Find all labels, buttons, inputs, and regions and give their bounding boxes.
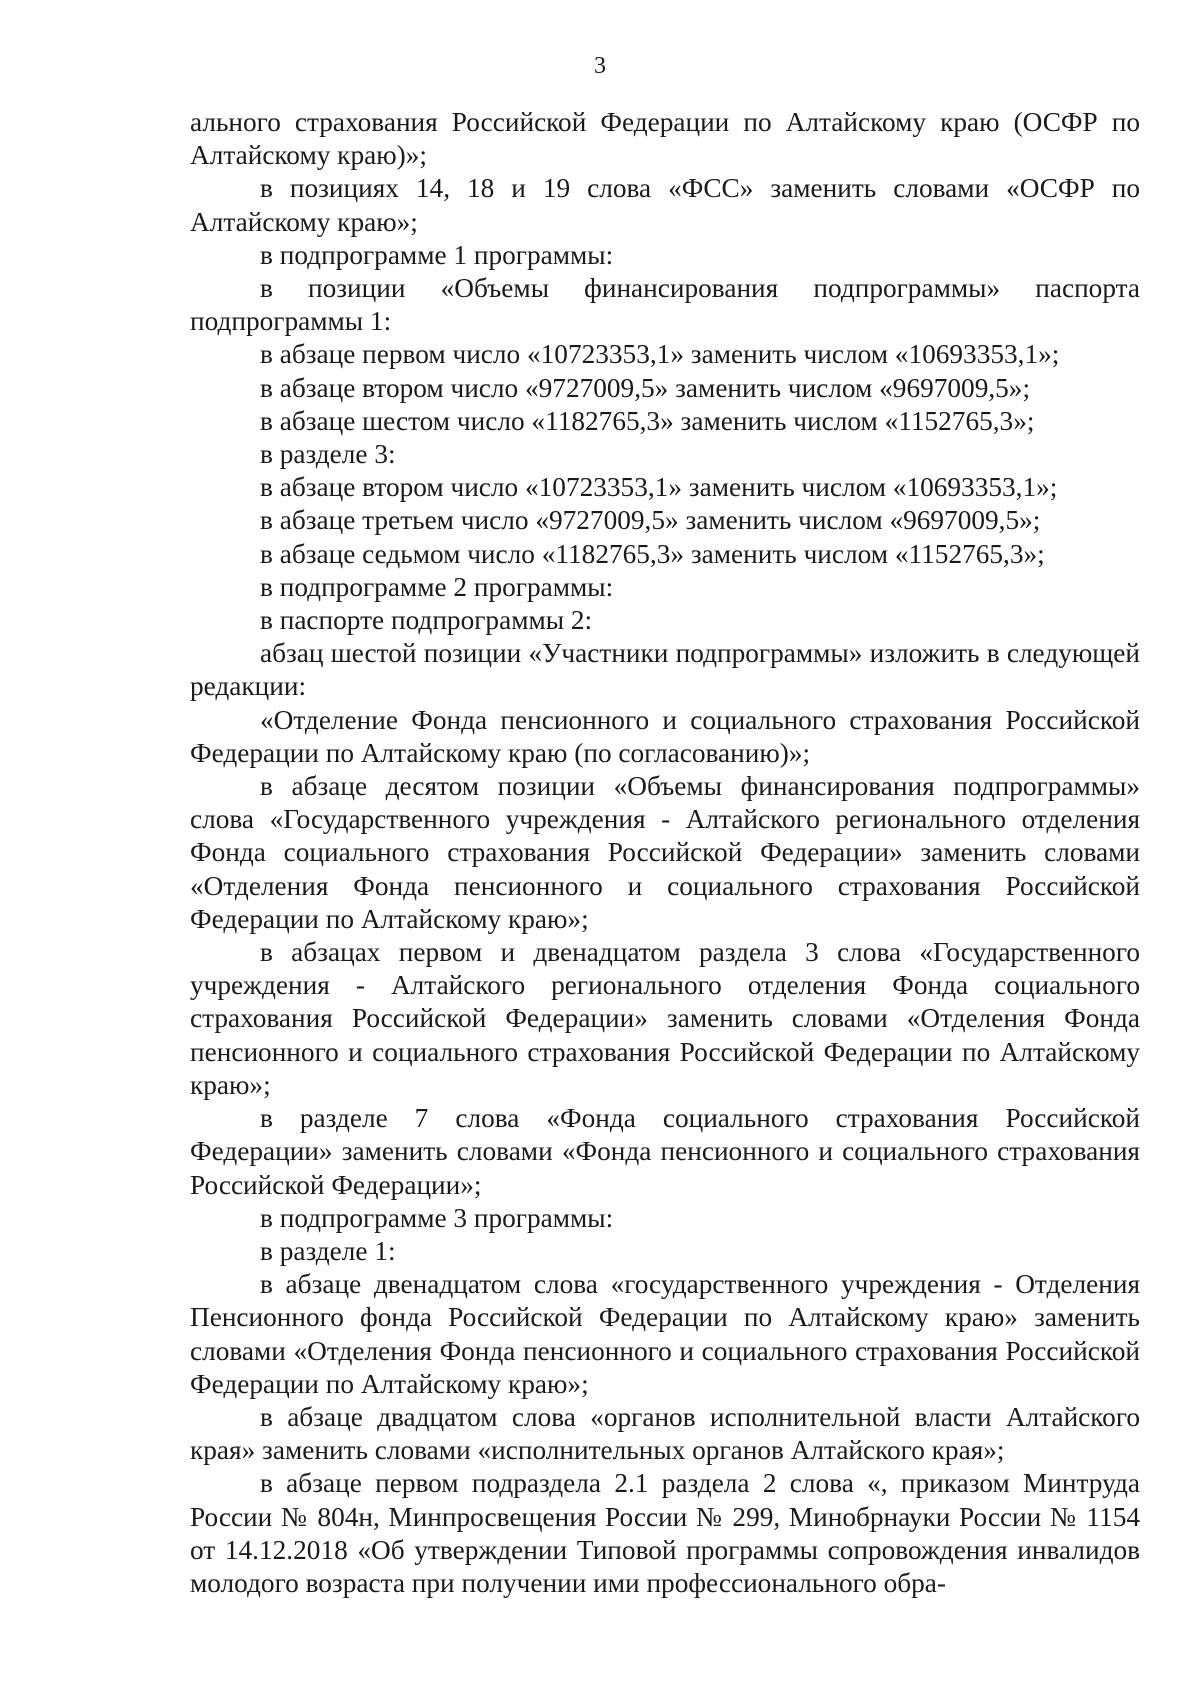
page-number: 3 [594, 53, 606, 79]
paragraph: в позициях 14, 18 и 19 слова «ФСС» заменить словами «ОСФР по Алтайскому краю»; [190, 173, 1140, 237]
paragraph: в абзаце двадцатом слова «органов исполнительной власти Алтайского края» заменить словами «исполнительных органов Алтайского края»; [190, 1401, 1140, 1466]
paragraph: абзац шестой позиции «Участники подпрограммы» изложить в следующей редакции: [190, 638, 1140, 702]
paragraph: в абзаце шестом число «1182765,3» заменить числом «1152765,3»; [260, 405, 1035, 436]
paragraph: в паспорте подпрограммы 2: [260, 605, 593, 636]
paragraph: в абзаце седьмом число «1182765,3» заменить числом «1152765,3»; [260, 538, 1045, 569]
paragraph: ального страхования Российской Федерации по Алтайскому краю (ОСФР по Алтайскому краю)»; [190, 107, 1140, 171]
paragraph: в подпрограмме 1 программы: [260, 239, 614, 270]
paragraph: в разделе 1: [260, 1235, 396, 1266]
paragraph: в подпрограмме 2 программы: [260, 571, 614, 602]
paragraph: в абзаце десятом позиции «Объемы финансирования подпрограммы» слова «Государственного учреждения - Алтайского регионального отделения Фонда социального страхования Российской Федерации» заменить словами «Отделения Фонда пенсионного и социального страхования Российской Федерации по Алтайскому краю»; [190, 771, 1140, 934]
paragraph: «Отделение Фонда пенсионного и социального страхования Российской Федерации по Алтайскому краю (по согласованию)»; [190, 704, 1140, 768]
paragraph: в подпрограмме 3 программы: [260, 1202, 614, 1233]
paragraph: в абзаце втором число «9727009,5» заменить числом «9697009,5»; [260, 372, 1031, 403]
paragraph: в разделе 3: [260, 439, 396, 470]
paragraph: в абзацах первом и двенадцатом раздела 3 слова «Государственного учреждения - Алтайского регионального отделения Фонда социального страхования Российской Федерации» заменить словами «Отделения Фонда пенсионного и социального страхования Российской Федерации по Алтайскому краю»; [190, 937, 1140, 1100]
paragraph: в абзаце втором число «10723353,1» заменить числом «10693353,1»; [260, 472, 1058, 503]
paragraph: в абзаце двенадцатом слова «государственного учреждения - Отделения Пенсионного фонда Российской Федерации по Алтайскому краю» заменить словами «Отделения Фонда пенсионного и социального страхования Российской Федерации по Алтайскому краю»; [190, 1269, 1140, 1399]
paragraph: в позиции «Объемы финансирования подпрограммы» паспорта подпрограммы 1: [190, 273, 1140, 337]
paragraph: в абзаце первом подраздела 2.1 раздела 2 слова «, приказом Минтруда России № 804н, Минпросвещения России № 299, Минобрнауки России № 1154 от 14.12.2018 «Об утверждении Типовой программы сопровождения инвалидов молодого возраста при получении ими профессионального обра- [190, 1468, 1140, 1598]
paragraph: в абзаце третьем число «9727009,5» заменить числом «9697009,5»; [260, 505, 1041, 536]
paragraph: в абзаце первом число «10723353,1» заменить числом «10693353,1»; [260, 339, 1060, 370]
document-body [190, 106, 1140, 1600]
paragraph: в разделе 7 слова «Фонда социального страхования Российской Федерации» заменить словами «Фонда пенсионного и социального страхования Российской Федерации»; [190, 1103, 1140, 1200]
